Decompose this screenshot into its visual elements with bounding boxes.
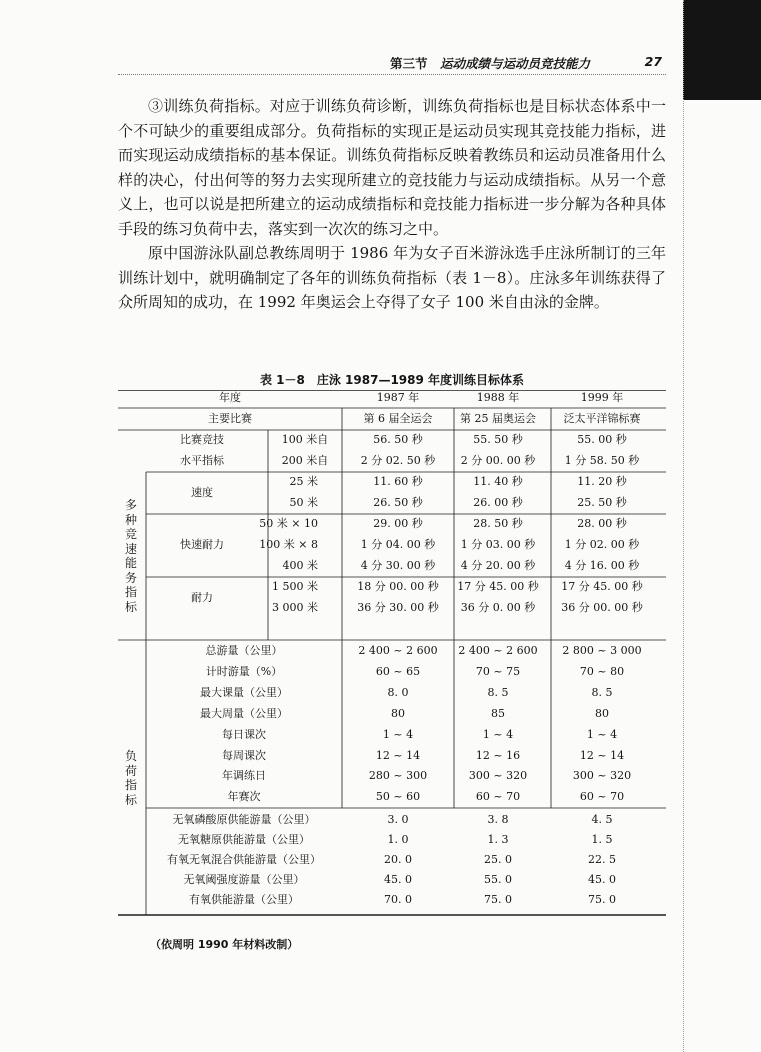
- table-cell: 8. 5: [591, 685, 613, 699]
- table-cell: 1 ~ 4: [382, 727, 414, 741]
- table-row-item: 每日课次: [222, 727, 266, 741]
- table-head-year-label: 年度: [219, 391, 241, 404]
- table-competition-label: 水平指标: [180, 454, 224, 467]
- table-row-item: 400 米: [282, 559, 318, 572]
- body-text: [118, 94, 666, 315]
- table-cell: 12 ~ 14: [375, 748, 421, 762]
- table-cell: 17 分 45. 00 秒: [561, 580, 643, 593]
- table-head-event: 泛太平洋锦标赛: [563, 412, 641, 425]
- table-cell: 55. 00 秒: [577, 433, 627, 446]
- table-cell: 17 分 45. 00 秒: [457, 580, 539, 593]
- table-head-year: 1999 年: [580, 391, 624, 404]
- table-row-item: 1 500 米: [272, 580, 318, 593]
- table-row-item: 无氧糖原供能游量（公里）: [178, 833, 310, 846]
- table-cell: 1. 5: [591, 833, 613, 846]
- table-cell: 70 ~ 80: [579, 664, 625, 678]
- table-cell: 22. 5: [588, 853, 616, 866]
- table-cell: 45. 0: [588, 873, 616, 886]
- table-row-item: 有氧无氧混合供能游量（公里）: [167, 853, 321, 866]
- table-cell: 3. 8: [487, 813, 509, 826]
- table-cell: 8. 0: [387, 685, 409, 699]
- table-cell: 28. 50 秒: [473, 517, 523, 530]
- table-cell: 1. 0: [387, 833, 409, 846]
- table-cell: 12 ~ 14: [579, 748, 625, 762]
- table-head-event: 第 6 届全运会: [363, 412, 433, 425]
- table-cell: 36 分 00. 00 秒: [561, 601, 643, 614]
- table-row-item: 最大周量（公里）: [200, 706, 288, 720]
- table-cell: 50 ~ 60: [375, 790, 421, 804]
- table-cell: 2 400 ~ 2 600: [458, 644, 538, 657]
- table-cell: 4. 5: [591, 813, 613, 826]
- table-cell: 2 分 00. 00 秒: [460, 454, 536, 467]
- table-cell: 25. 0: [484, 853, 512, 866]
- table-ability-vertical-label: 多种竞速能务指标: [124, 498, 137, 614]
- table-group-label: 速度: [191, 485, 213, 499]
- table-row-item: 计时游量（%）: [205, 664, 283, 678]
- table-cell: 85: [491, 706, 505, 720]
- table-cell: 2 分 02. 50 秒: [360, 454, 436, 467]
- table-row-item: 50 米 × 10: [259, 517, 318, 530]
- table-cell: 60 ~ 70: [579, 790, 625, 804]
- table-cell: 1 分 58. 50 秒: [564, 454, 640, 467]
- table-cell: 80: [391, 706, 405, 720]
- table-cell: 75. 0: [588, 893, 616, 906]
- paragraph-zhuang-yong: 原中国游泳队副总教练周明于 1986 年为女子百米游泳选手庄泳所制订的三年训练计划中，就明确制定了各年的训练负荷指标（表 1－8）。庄泳多年训练获得了众所周知的成功，在 1992 年奥运会上夺得了女子 100 米自由泳的金牌。: [118, 244, 666, 311]
- table-group-label: 耐力: [191, 590, 213, 604]
- table-cell: 45. 0: [384, 873, 412, 886]
- table-cell: 11. 20 秒: [577, 475, 627, 488]
- table-cell: 36 分 30. 00 秒: [357, 601, 439, 614]
- paragraph-training-load: ③训练负荷指标。对应于训练负荷诊断，训练负荷指标也是目标状态体系中一个不可缺少的重要组成部分。负荷指标的实现正是运动员实现其竞技能力指标，进而实现运动成绩指标的基本保证。训练负荷指标反映着教练员和运动员准备用什么样的决心，付出何等的努力去实现所建立的竞技能力与运动成绩指标。从另一个意义上，也可以说是把所建立的运动成绩指标和竞技能力指标进一步分解为各种具体手段的练习负荷中去，落实到一次次的练习之中。: [118, 97, 666, 238]
- table-cell: 1 分 02. 00 秒: [564, 538, 640, 551]
- table-cell: 80: [595, 706, 609, 720]
- table-row-item: 无氧阈强度游量（公里）: [183, 873, 305, 886]
- table-cell: 2 400 ~ 2 600: [358, 644, 438, 657]
- table-cell: 56. 50 秒: [373, 433, 423, 446]
- table-group-label: 快速耐力: [180, 538, 224, 551]
- table-cell: 75. 0: [484, 893, 512, 906]
- table-row-item: 最大课量（公里）: [200, 685, 288, 699]
- scan-dark-corner: [683, 0, 761, 100]
- table-head-event: 第 25 届奥运会: [460, 412, 536, 425]
- table-cell: 3. 0: [387, 813, 409, 826]
- table-cell: 1 ~ 4: [482, 727, 514, 741]
- table-cell: 29. 00 秒: [373, 517, 423, 530]
- table-cell: 4 分 16. 00 秒: [564, 559, 640, 572]
- table-row-item: 每周课次: [222, 748, 266, 762]
- training-target-table: [118, 390, 666, 927]
- table-cell: 18 分 00. 00 秒: [357, 580, 439, 593]
- table-cell: 36 分 0. 00 秒: [460, 601, 536, 614]
- running-header: [118, 52, 666, 75]
- table-head-year: 1988 年: [476, 391, 520, 404]
- table-competition-label: 比赛竞技: [180, 433, 224, 446]
- table-cell: 55. 50 秒: [473, 433, 523, 446]
- table-row-item: 年赛次: [227, 790, 261, 804]
- table-cell: 300 ~ 320: [468, 769, 528, 783]
- page-edge-dotted-line: [683, 0, 684, 1052]
- table-row-item: 50 米: [289, 496, 318, 509]
- table-row-item: 200 米自: [281, 454, 329, 467]
- table-cell: 280 ~ 300: [368, 769, 428, 783]
- table-head-event-label: 主要比赛: [208, 412, 252, 425]
- page-number: 27: [644, 54, 662, 69]
- table-row-item: 100 米 × 8: [259, 538, 318, 551]
- table-cell: 2 800 ~ 3 000: [562, 644, 642, 657]
- table-caption: 表 1－8 庄泳 1987—1989 年度训练目标体系: [259, 373, 525, 387]
- table-cell: 300 ~ 320: [572, 769, 632, 783]
- table-cell: 11. 60 秒: [373, 475, 423, 488]
- table-cell: 25. 50 秒: [577, 496, 627, 509]
- table-cell: 4 分 30. 00 秒: [360, 559, 436, 572]
- table-cell: 1 分 04. 00 秒: [360, 538, 436, 551]
- table-cell: 12 ~ 16: [475, 748, 521, 762]
- table-cell: 28. 00 秒: [577, 517, 627, 530]
- table-cell: 1 分 03. 00 秒: [460, 538, 536, 551]
- header-section: 第三节: [390, 56, 428, 71]
- table-row-item: 有氧供能游量（公里）: [189, 893, 299, 906]
- table-cell: 8. 5: [487, 685, 509, 699]
- table-footnote: （依周明 1990 年材料改制）: [150, 938, 299, 951]
- table-row-item: 总游量（公里）: [205, 644, 283, 657]
- table-row-item: 25 米: [289, 475, 318, 488]
- table-cell: 60 ~ 70: [475, 790, 521, 804]
- table-cell: 26. 00 秒: [473, 496, 523, 509]
- table-row-item: 3 000 米: [272, 601, 318, 614]
- table-head-year: 1987 年: [376, 391, 420, 404]
- table-cell: 1 ~ 4: [586, 727, 618, 741]
- table-cell: 70. 0: [384, 893, 412, 906]
- table-row-item: 年调练日: [222, 769, 266, 783]
- table-cell: 11. 40 秒: [473, 475, 523, 488]
- header-title: 运动成绩与运动员竞技能力: [440, 56, 591, 71]
- table-cell: 26. 50 秒: [373, 496, 423, 509]
- table-cell: 70 ~ 75: [475, 664, 521, 678]
- table-row-item: 100 米自: [281, 433, 329, 446]
- table-cell: 20. 0: [384, 853, 412, 866]
- table-cell: 60 ~ 65: [375, 664, 421, 678]
- table-load-vertical-label: 负荷指标: [124, 749, 137, 807]
- table-row-item: 无氧磷酸原供能游量（公里）: [172, 813, 316, 826]
- table-cell: 4 分 20. 00 秒: [460, 559, 536, 572]
- table-cell: 1. 3: [487, 833, 509, 846]
- table-cell: 55. 0: [484, 873, 512, 886]
